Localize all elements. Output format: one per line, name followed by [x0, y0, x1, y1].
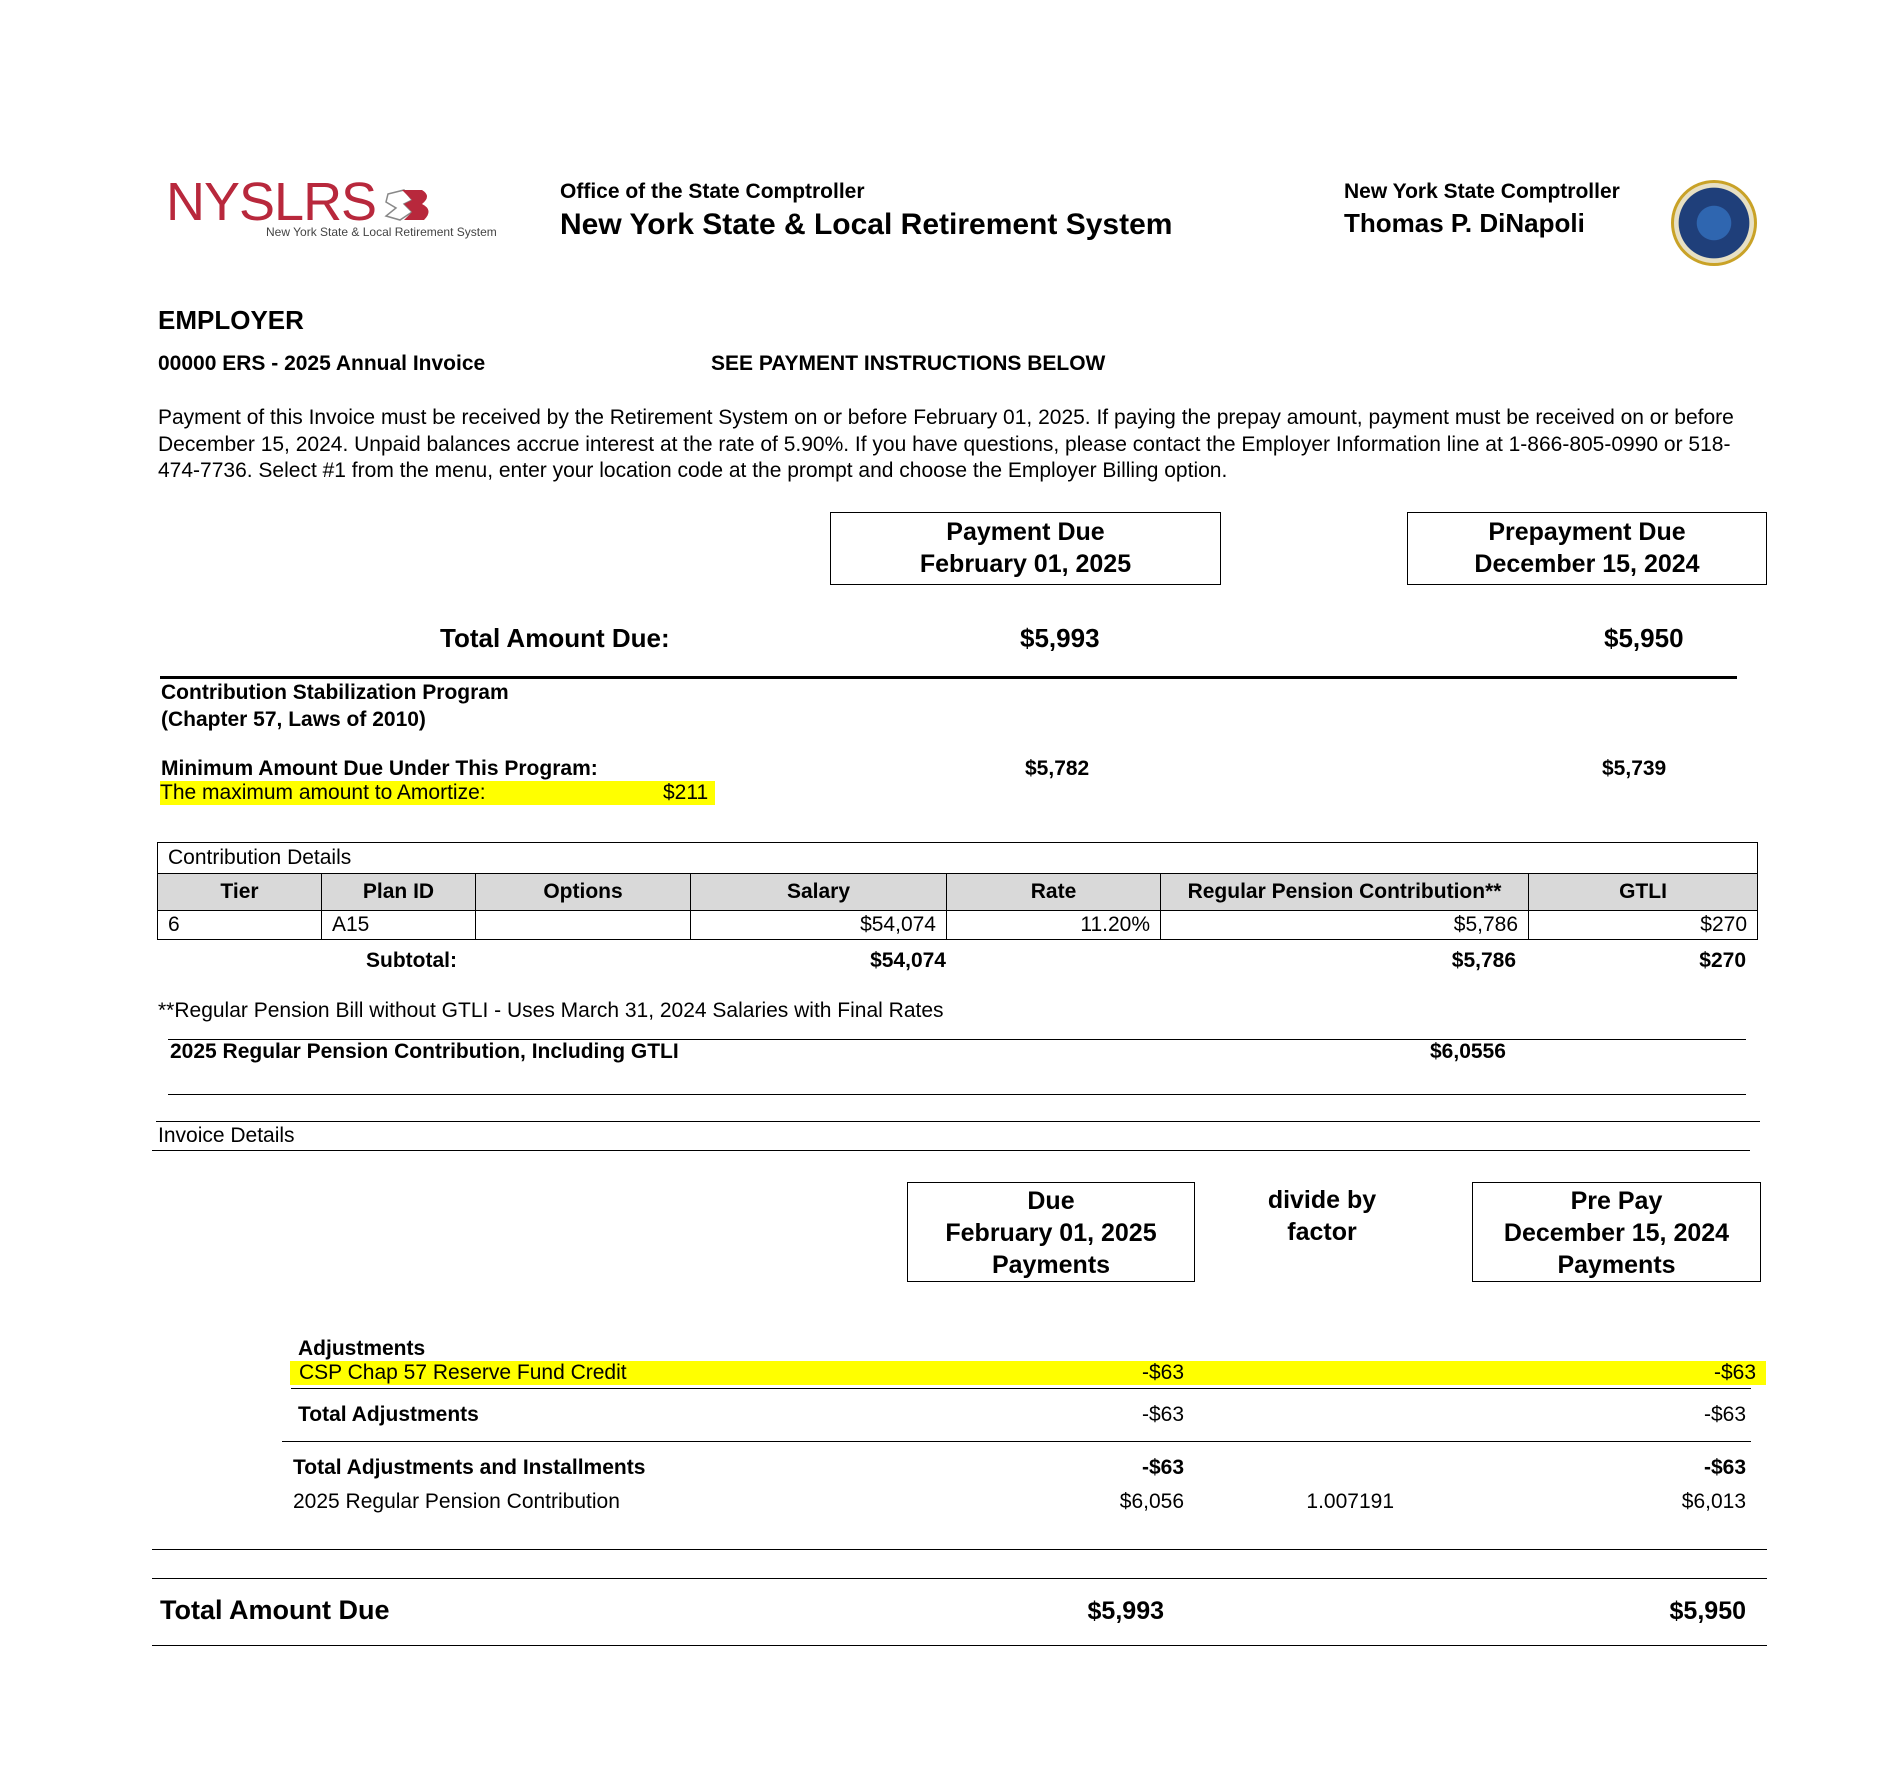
comptroller-name: Thomas P. DiNapoli: [1344, 208, 1585, 238]
cell-salary: $54,074: [691, 911, 947, 940]
total-adjustments-prepay: -$63: [1703, 1403, 1746, 1426]
divider: [156, 1121, 1760, 1122]
regular-total-value: $6,0556: [1430, 1040, 1506, 1063]
divider: [168, 1094, 1746, 1095]
prepay-payments-box: [1472, 1182, 1761, 1282]
logo-subtitle: New York State & Local Retirement System: [266, 225, 497, 239]
due-box-line: Due: [1027, 1187, 1075, 1215]
table-row: [158, 911, 1758, 940]
total-adj-installments-due: -$63: [1141, 1456, 1184, 1479]
prepay-box-line: Pre Pay: [1570, 1187, 1663, 1215]
cell-tier: 6: [158, 911, 322, 940]
nyslrs-logo-mark-icon: [382, 186, 434, 226]
employer-heading: EMPLOYER: [158, 305, 304, 335]
adjustments-heading: Adjustments: [298, 1337, 426, 1360]
cell-options: [476, 911, 691, 940]
contribution-details-caption: Contribution Details: [158, 843, 1758, 874]
total-amount-due-bottom-due: $5,993: [1087, 1597, 1164, 1625]
csp-title: Contribution Stabilization Program: [161, 681, 509, 704]
column-header: GTLI: [1529, 874, 1758, 911]
subtotal-salary: $54,074: [870, 949, 946, 972]
cell-plan-id: A15: [322, 911, 476, 940]
column-header: Rate: [947, 874, 1161, 911]
divider: [152, 1645, 1767, 1646]
regular-contribution-label: 2025 Regular Pension Contribution: [293, 1490, 620, 1513]
csp-credit-label: CSP Chap 57 Reserve Fund Credit: [299, 1361, 627, 1384]
divide-by-factor-label: [1240, 1184, 1404, 1248]
invoice-body-text: Payment of this Invoice must be received by the Retirement System on or before February 01, 2025. If paying the prepay amount, payment must be received on or before December 15, 2024. Unpaid balances accrue interest at the rate of 5.90%. If you have questions, please contact the Employer Information line at 1-866-805-0990 or 518-474-7736. Select #1 from the menu, enter your location code at the prompt and choose the Employer Billing option.: [158, 406, 1734, 482]
total-amount-due-label: Total Amount Due:: [440, 623, 670, 653]
due-box-line: February 01, 2025: [945, 1219, 1157, 1247]
column-header: Salary: [691, 874, 947, 911]
table-header-row: [158, 874, 1758, 911]
csp-credit-prepay: -$63: [1713, 1361, 1756, 1384]
total-adj-installments-label: Total Adjustments and Installments: [293, 1456, 646, 1479]
csp-minimum-label: Minimum Amount Due Under This Program:: [161, 757, 598, 780]
prepayment-due-date: December 15, 2024: [1474, 550, 1700, 578]
regular-contribution-prepay: $6,013: [1681, 1490, 1746, 1513]
invoice-details-caption: Invoice Details: [158, 1124, 295, 1147]
payment-instructions-note: SEE PAYMENT INSTRUCTIONS BELOW: [711, 352, 1106, 375]
prepayment-due-label: Prepayment Due: [1488, 518, 1686, 546]
prepay-box-line: Payments: [1557, 1251, 1676, 1279]
factor-line: divide by: [1267, 1186, 1377, 1214]
csp-minimum-prepay: $5,739: [1602, 757, 1667, 780]
footnote: **Regular Pension Bill without GTLI - Uses March 31, 2024 Salaries with Final Rates: [158, 999, 944, 1022]
regular-contribution-due: $6,056: [1119, 1490, 1184, 1513]
payment-due-label: Payment Due: [946, 518, 1105, 546]
divider: [160, 676, 1737, 679]
office-title: Office of the State Comptroller: [560, 180, 865, 203]
contribution-details-table: [157, 842, 1758, 940]
divider: [282, 1441, 1751, 1442]
amortize-value: $211: [663, 781, 709, 804]
total-amount-due-prepay: $5,950: [1604, 623, 1684, 653]
due-box-line: Payments: [991, 1251, 1111, 1279]
cell-rate: 11.20%: [947, 911, 1161, 940]
cell-gtli: $270: [1529, 911, 1758, 940]
subtotal-gtli: $270: [1699, 949, 1746, 972]
amortize-row: [160, 781, 715, 805]
invoice-title: 00000 ERS - 2025 Annual Invoice: [158, 352, 486, 375]
regular-contribution-factor: 1.007191: [1306, 1490, 1394, 1513]
total-amount-due-payment: $5,993: [1020, 623, 1100, 653]
nyslrs-logo: NYSLRS: [166, 172, 377, 232]
divider: [152, 1578, 1767, 1579]
payment-due-box: [830, 512, 1221, 585]
divider: [152, 1150, 1750, 1151]
csp-credit-due: -$63: [1141, 1361, 1184, 1384]
subtotal-contribution: $5,786: [1451, 949, 1516, 972]
subtotal-label: Subtotal:: [366, 949, 457, 972]
total-amount-due-bottom-label: Total Amount Due: [160, 1595, 390, 1625]
regular-total-label: 2025 Regular Pension Contribution, Including GTLI: [170, 1040, 679, 1063]
csp-credit-row: [290, 1361, 1766, 1385]
divider: [291, 1388, 1751, 1389]
payment-due-date: February 01, 2025: [919, 550, 1132, 578]
state-seal-icon: [1671, 180, 1757, 266]
total-adjustments-due: -$63: [1141, 1403, 1184, 1426]
prepayment-due-box: [1407, 512, 1767, 585]
csp-subtitle: (Chapter 57, Laws of 2010): [161, 708, 426, 731]
divider: [152, 1549, 1767, 1550]
csp-minimum-payment: $5,782: [1025, 757, 1090, 780]
amortize-label: The maximum amount to Amortize:: [160, 781, 486, 804]
column-header: Options: [476, 874, 691, 911]
system-name: New York State & Local Retirement System: [560, 208, 1173, 241]
column-header: Regular Pension Contribution**: [1161, 874, 1529, 911]
column-header: Tier: [158, 874, 322, 911]
total-adjustments-label: Total Adjustments: [298, 1403, 479, 1426]
due-payments-box: [907, 1182, 1195, 1282]
total-adj-installments-prepay: -$63: [1703, 1456, 1746, 1479]
column-header: Plan ID: [322, 874, 476, 911]
total-amount-due-bottom-prepay: $5,950: [1669, 1597, 1746, 1625]
factor-line: factor: [1287, 1218, 1357, 1246]
cell-contribution: $5,786: [1161, 911, 1529, 940]
comptroller-title: New York State Comptroller: [1344, 180, 1620, 203]
prepay-box-line: December 15, 2024: [1503, 1219, 1730, 1247]
